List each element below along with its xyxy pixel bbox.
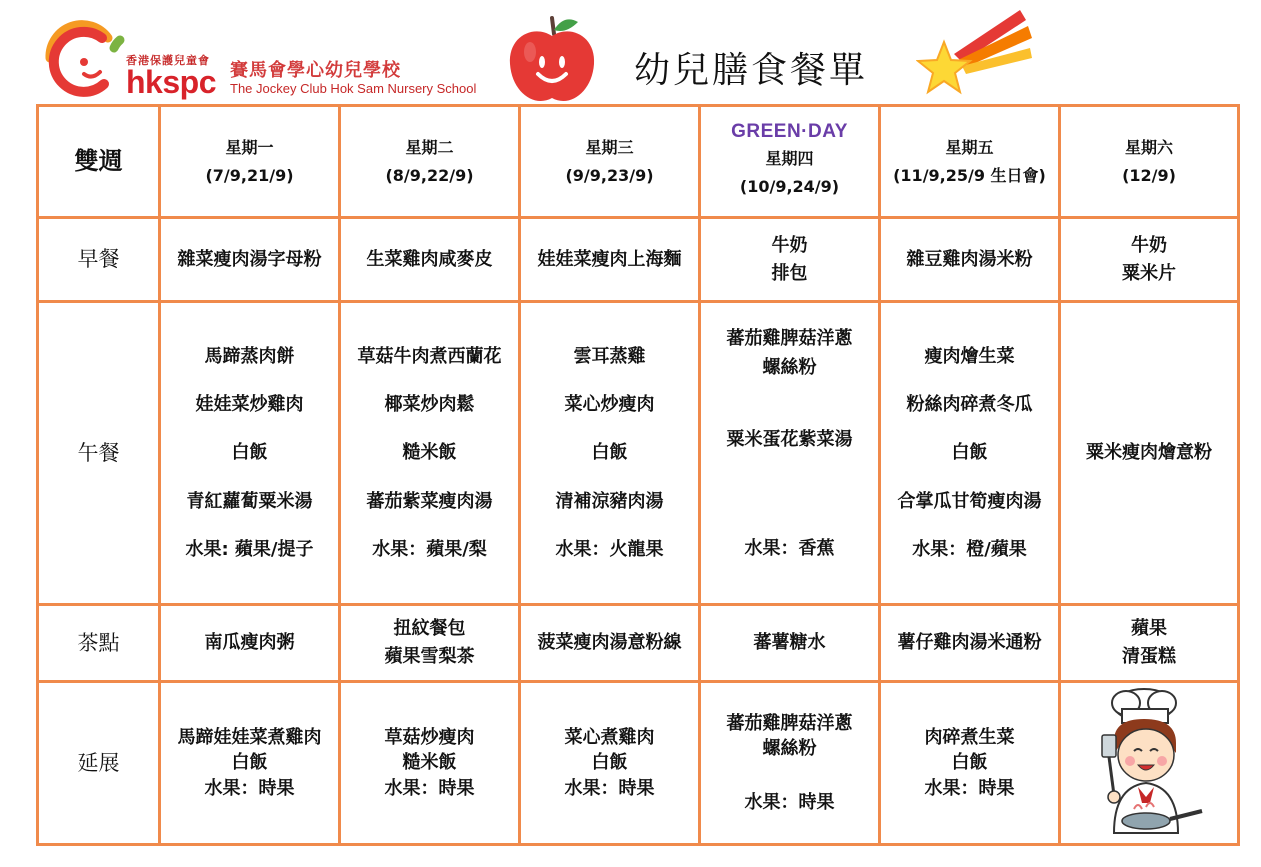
tea-cell	[1060, 605, 1239, 682]
dish: 草菇牛肉煮西蘭花	[357, 345, 502, 367]
org-name-english: hkspc	[126, 64, 216, 100]
extended-cell-thu	[700, 682, 880, 845]
dish: 雜豆雞肉湯米粉	[906, 248, 1033, 270]
fruit: 水果：橙/蘋果	[912, 539, 1027, 561]
page-header	[0, 0, 1261, 105]
breakfast-cell	[520, 218, 700, 302]
school-name-english: The Jockey Club Hok Sam Nursery School	[230, 81, 477, 96]
day-date: (9/9,23/9)	[565, 165, 654, 185]
green-day-badge: GREEN·DAY	[731, 121, 848, 143]
dish: 娃娃菜瘦肉上海麵	[537, 248, 682, 270]
dish: 椰菜炒肉鬆	[384, 393, 475, 415]
fruit: 水果：火龍果	[555, 539, 664, 561]
day-name: 星期一	[225, 137, 274, 157]
chef-illustration-icon	[1084, 683, 1214, 843]
breakfast-cell	[340, 218, 520, 302]
dish: 合掌瓜甘筍瘦肉湯	[897, 490, 1042, 512]
extended-row	[38, 682, 1239, 845]
lunch-cell-thu	[700, 302, 880, 605]
dish: 菜心煮雞肉	[564, 727, 655, 749]
week-label: 雙週	[38, 106, 160, 218]
tea-row	[38, 605, 1239, 682]
day-header-mon	[160, 106, 340, 218]
dish: 肉碎煮生菜	[924, 727, 1015, 749]
dish: 娃娃菜炒雞肉	[195, 393, 304, 415]
fruit: 水果：時果	[744, 791, 835, 813]
tea-cell	[520, 605, 700, 682]
dish: 粟米蛋花紫菜湯	[726, 428, 853, 450]
org-name-chinese: 香港保護兒童會	[126, 54, 210, 67]
dish: 螺絲粉	[762, 738, 817, 760]
dish: 生菜雞肉咸麥皮	[366, 248, 493, 270]
lunch-cell-mon	[160, 302, 340, 605]
day-name: 星期二	[405, 137, 454, 157]
breakfast-cell	[1060, 218, 1239, 302]
dish: 清補涼豬肉湯	[555, 490, 664, 512]
tea-cell	[880, 605, 1060, 682]
dish: 青紅蘿蔔粟米湯	[186, 490, 313, 512]
dish: 排包	[771, 262, 808, 284]
lunch-cell-fri	[880, 302, 1060, 605]
row-label-breakfast: 早餐	[38, 218, 160, 302]
school-name-chinese: 賽馬會學心幼兒學校	[230, 60, 401, 81]
dish: 白飯	[951, 752, 988, 774]
dish: 白飯	[591, 752, 628, 774]
dish: 白飯	[591, 442, 628, 464]
shooting-star-icon	[916, 4, 1036, 102]
dish: 馬蹄娃娃菜煮雞肉	[177, 727, 322, 749]
fruit: 水果：時果	[564, 777, 655, 799]
dish: 蕃薯糖水	[753, 632, 826, 654]
row-label-lunch: 午餐	[38, 302, 160, 605]
row-label-extended: 延展	[38, 682, 160, 845]
row-label-tea: 茶點	[38, 605, 160, 682]
fruit: 水果：蘋果/梨	[372, 539, 487, 561]
day-header-wed	[520, 106, 700, 218]
extended-cell-fri	[880, 682, 1060, 845]
day-date: (11/9,25/9 生日會)	[893, 165, 1046, 185]
dish: 粟米片	[1122, 262, 1176, 284]
dish: 白飯	[951, 442, 988, 464]
apple-mascot-icon	[504, 12, 600, 108]
dish: 瘦肉燴生菜	[924, 345, 1015, 367]
dish: 白飯	[231, 442, 268, 464]
fruit: 水果：時果	[384, 777, 475, 799]
lunch-cell-sat	[1060, 302, 1239, 605]
lunch-cell-tue	[340, 302, 520, 605]
tea-cell	[700, 605, 880, 682]
day-name: 星期四	[765, 149, 814, 169]
dish: 糙米飯	[402, 442, 457, 464]
dish: 糙米飯	[402, 752, 457, 774]
extended-cell-sat	[1060, 682, 1239, 845]
lunch-cell-wed	[520, 302, 700, 605]
dish: 蕃茄雞脾菇洋蔥	[726, 328, 853, 349]
day-name: 星期六	[1124, 137, 1173, 157]
dish: 南瓜瘦肉粥	[204, 632, 295, 654]
day-header-fri	[880, 106, 1060, 218]
extended-cell-wed	[520, 682, 700, 845]
breakfast-cell	[700, 218, 880, 302]
day-header-sat	[1060, 106, 1239, 218]
day-date: (10/9,24/9)	[739, 176, 840, 196]
dish: 清蛋糕	[1122, 646, 1176, 667]
dish: 牛奶	[771, 234, 808, 256]
hkspc-logo-icon	[40, 14, 128, 100]
dish: 薯仔雞肉湯米通粉	[897, 632, 1042, 654]
dish: 草菇炒瘦肉	[384, 727, 475, 749]
dish: 蕃茄雞脾菇洋蔥	[726, 713, 853, 735]
fruit: 水果：時果	[924, 777, 1015, 799]
day-header-row	[38, 106, 1239, 218]
dish: 蘋果雪梨茶	[384, 646, 475, 667]
day-date: (8/9,22/9)	[385, 165, 474, 185]
breakfast-cell	[880, 218, 1060, 302]
fruit: 水果: 蘋果/提子	[185, 539, 314, 561]
dish: 菠菜瘦肉湯意粉線	[537, 632, 682, 654]
day-header-tue	[340, 106, 520, 218]
dish: 白飯	[231, 752, 268, 774]
day-header-thu	[700, 106, 880, 218]
dish: 粉絲肉碎煮冬瓜	[906, 393, 1033, 415]
dish: 扭紋餐包	[393, 618, 466, 640]
dish: 粟米瘦肉燴意粉	[1086, 442, 1212, 464]
page-title: 幼兒膳食餐單	[634, 50, 869, 91]
extended-cell-mon	[160, 682, 340, 845]
day-name: 星期三	[585, 137, 634, 157]
dish: 菜心炒瘦肉	[564, 393, 655, 415]
dish: 雲耳蒸雞	[573, 345, 646, 367]
fruit: 水果：香蕉	[744, 538, 835, 560]
day-date: (12/9)	[1122, 165, 1176, 185]
fruit: 水果：時果	[204, 777, 295, 799]
lunch-row	[38, 302, 1239, 605]
dish: 牛奶	[1131, 234, 1167, 256]
dish: 蕃茄紫菜瘦肉湯	[366, 490, 493, 512]
tea-cell	[340, 605, 520, 682]
menu-table	[36, 104, 1240, 846]
day-name: 星期五	[945, 137, 994, 157]
breakfast-row	[38, 218, 1239, 302]
dish: 馬蹄蒸肉餅	[204, 345, 295, 367]
extended-cell-tue	[340, 682, 520, 845]
day-date: (7/9,21/9)	[205, 165, 294, 185]
tea-cell	[160, 605, 340, 682]
breakfast-cell	[160, 218, 340, 302]
dish: 蘋果	[1131, 618, 1167, 640]
dish: 螺絲粉	[762, 357, 817, 379]
dish: 雜菜瘦肉湯字母粉	[177, 248, 322, 270]
